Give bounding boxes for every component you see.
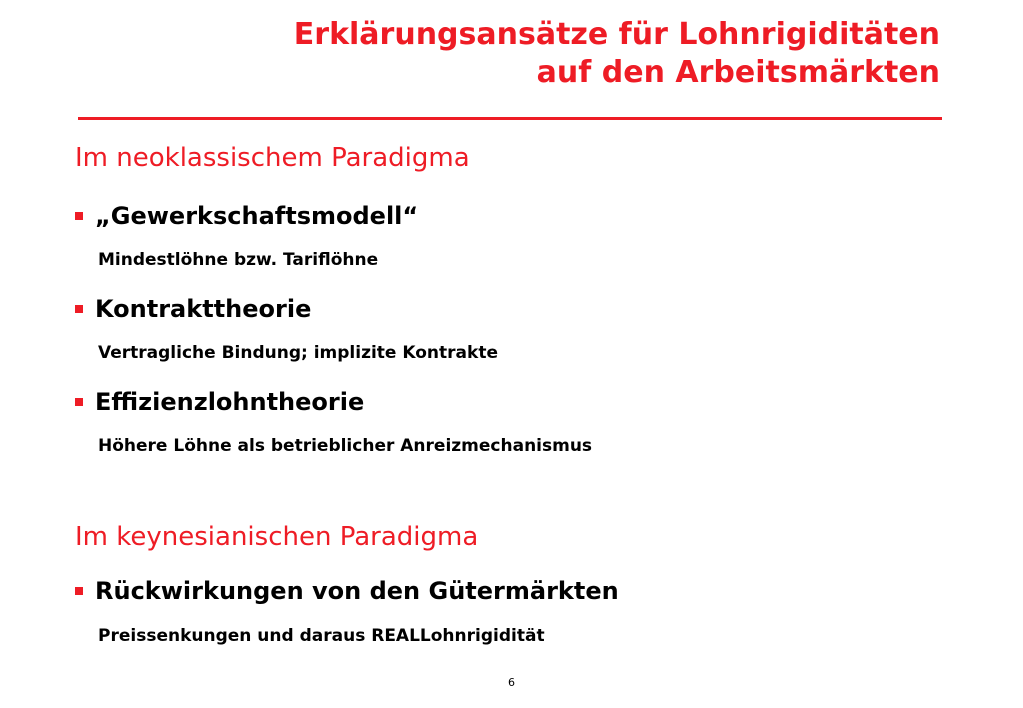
bullet-square-icon	[75, 587, 83, 595]
bullet-square-icon	[75, 212, 83, 220]
bullet-title: „Gewerkschaftsmodell“	[95, 202, 419, 230]
bullet-subtitle: Höhere Löhne als betrieblicher Anreizmechanismus	[98, 436, 593, 456]
bullet-title: Rückwirkungen von den Gütermärkten	[95, 577, 619, 605]
slide-title-line-1: Erklärungsansätze für Lohnrigiditäten	[293, 17, 940, 52]
bullet-item-rueckwirkungen	[75, 576, 619, 606]
title-divider	[78, 117, 942, 120]
slide-title-line-2: auf den Arbeitsmärkten	[536, 55, 940, 90]
bullet-title: Kontrakttheorie	[95, 295, 312, 323]
bullet-subtitle: Vertragliche Bindung; implizite Kontrakte	[98, 343, 498, 363]
slide-title	[294, 16, 940, 92]
bullet-square-icon	[75, 398, 83, 406]
bullet-item-kontrakttheorie	[75, 294, 311, 324]
section-heading-neoclassical: Im neoklassischem Paradigma	[75, 143, 470, 173]
page-number: 6	[508, 676, 515, 689]
bullet-item-effizienzlohntheorie	[75, 387, 364, 417]
bullet-square-icon	[75, 305, 83, 313]
bullet-subtitle: Mindestlöhne bzw. Tariflöhne	[98, 250, 379, 270]
bullet-title: Effizienzlohntheorie	[95, 388, 365, 416]
bullet-subtitle: Preissenkungen und daraus REALLohnrigidität	[98, 626, 545, 646]
bullet-item-gewerkschaftsmodell	[75, 201, 418, 231]
section-heading-keynesian: Im keynesianischen Paradigma	[75, 522, 479, 552]
